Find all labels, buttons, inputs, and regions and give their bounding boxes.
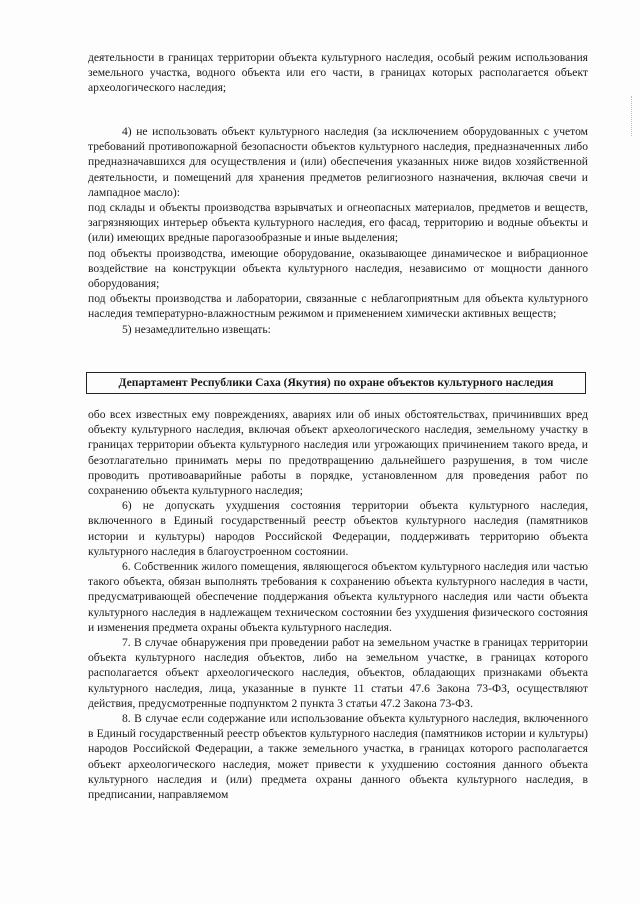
paragraph: под объекты производства и лаборатории, связанные с неблагоприятным для объекта культурного наследия температурно-влажностным режимом и применением химически активных веществ; (88, 292, 588, 321)
text-block-item-4-5 (88, 124, 588, 337)
paragraph-section-6: 6. Собственник жилого помещения, являющегося объектом культурного наследия или частью такого объекта, обязан выполнять требования к сохранению объекта культурного наследия в части, предусматривающей обеспечение поддержания объекта культурного наследия или части объекта культурного наследия в надлежащем техническом состоянии без ухудшения физического состояния и изменения предмета охраны объекта культурного наследия. (88, 560, 588, 634)
paragraph-section-8: 8. В случае если содержание или использование объекта культурного наследия, включенного в Единый государственный реестр объектов культурного наследия (памятников истории и культуры) народов Российской Федерации, а также земельного участка, в границах которого располагается объект археологического наследия, может привести к ухудшению состояния данного объекта культурного наследия и (или) предмета охраны данного объекта культурного наследия, в предписании, направляемом (88, 712, 588, 802)
scan-margin-mark (631, 96, 634, 136)
text-block-bottom (88, 407, 588, 802)
paragraph: деятельности в границах территории объекта культурного наследия, особый режим использования земельного участка, водного объекта или его части, в границах которых располагается объект археологического наследия; (88, 51, 588, 95)
paragraph: обо всех известных ему повреждениях, авариях или об иных обстоятельствах, причинивших вред объекту культурного наследия, включая объект археологического наследия, земельному участку в границах территории объекта культурного наследия или угрожающих причинением такого вреда, и безотлагательно принимать меры по предотвращению дальнейшего разрушения, в том числе проводить противоаварийные работы в порядке, установленном для проведения работ по сохранению объекта культурного наследия; (88, 408, 588, 498)
text-block-top (88, 50, 588, 96)
paragraph-item-4: 4) не использовать объект культурного наследия (за исключением оборудованных с учетом требований противопожарной безопасности объектов культурного наследия, предназначенных либо предназначавшихся для осуществления и (или) обеспечения указанных ниже видов хозяйственной деятельности, и помещений для хранения предметов религиозного назначения, включая свечи и лампадное масло): (88, 125, 588, 199)
paragraph-section-7: 7. В случае обнаружения при проведении работ на земельном участке в границах территории объекта культурного наследия объектов, либо на земельном участке, в границах которого располагается объект археологического наследия, объектов, обладающих признаками объекта культурного наследия, лица, указанные в пункте 11 статьи 47.6 Закона 73-ФЗ, осуществляют действия, предусмотренные подпунктом 2 пункта 3 статьи 47.2 Закона 73-ФЗ. (88, 636, 588, 710)
paragraph: под склады и объекты производства взрывчатых и огнеопасных материалов, предметов и веществ, загрязняющих интерьер объекта культурного наследия, его фасад, территорию и водные объекты и (или) имеющих вредные парогазообразные и иные выделения; (88, 201, 588, 245)
paragraph-item-6: 6) не допускать ухудшения состояния территории объекта культурного наследия, включенного в Единый государственный реестр объектов культурного наследия (памятников истории и культуры) народов Российской Федерации, поддерживать территорию объекта культурного наследия в благоустроенном состоянии. (88, 499, 588, 558)
paragraph: под объекты производства, имеющие оборудование, оказывающее динамическое и вибрационное воздействие на конструкции объекта культурного наследия, независимо от мощности данного оборудования; (88, 246, 588, 291)
paragraph-item-5: 5) незамедлительно извещать: (122, 322, 271, 336)
boxed-authority-name: Департамент Республики Саха (Якутия) по охране объектов культурного наследия (86, 372, 586, 394)
